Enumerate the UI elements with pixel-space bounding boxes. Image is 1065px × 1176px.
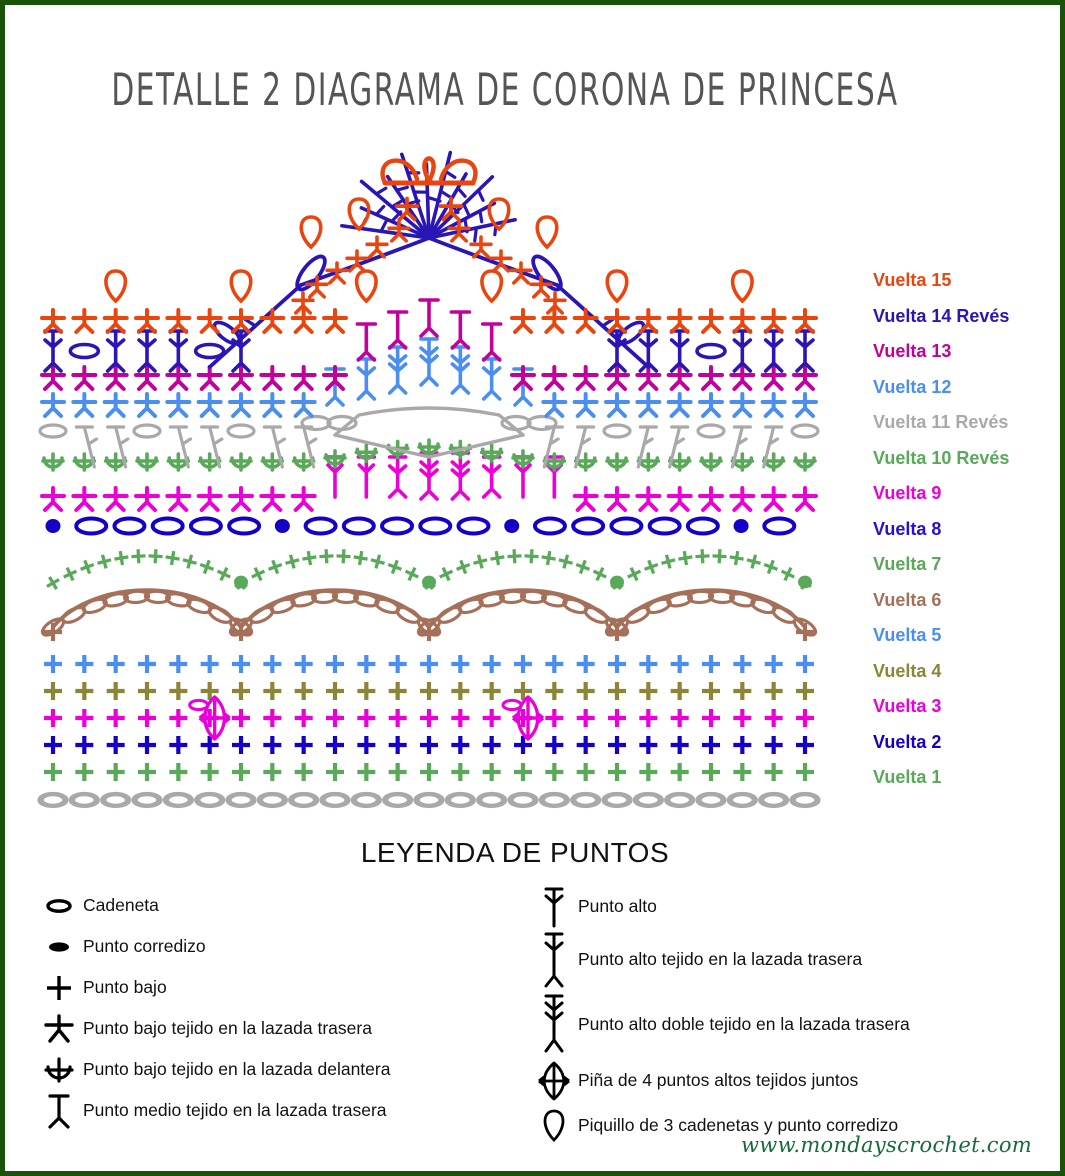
round-legend-label: Vuelta 9 bbox=[873, 483, 942, 503]
round-legend-item bbox=[873, 334, 1065, 370]
round-legend-item bbox=[873, 405, 1065, 441]
legend-label: Cadeneta bbox=[83, 895, 159, 915]
legend-row-single-crochet bbox=[35, 967, 535, 1008]
double-crochet-icon bbox=[530, 884, 578, 930]
round-legend-label: Vuelta 14 Revés bbox=[873, 305, 1010, 326]
round-legend-item bbox=[873, 441, 1065, 477]
stitch-legend-left-column bbox=[35, 885, 535, 1131]
legend-label: Punto alto bbox=[578, 896, 657, 916]
legend-label: Punto bajo tejido en la lazada trasera bbox=[83, 1018, 372, 1038]
legend-label: Punto bajo bbox=[83, 977, 167, 997]
round-legend-item bbox=[873, 618, 1065, 654]
round-legend-label: Vuelta 5 bbox=[873, 625, 942, 645]
sc-front-loop-icon bbox=[35, 1055, 83, 1085]
round-legend-label: Vuelta 13 bbox=[873, 341, 952, 361]
legend-label: Punto alto doble tejido en la lazada trasera bbox=[578, 1013, 910, 1034]
rounds-legend bbox=[873, 263, 1065, 796]
legend-row-chain bbox=[35, 885, 535, 926]
round-legend-item bbox=[873, 547, 1065, 583]
watermark: www.mondayscrochet.com bbox=[741, 1133, 1032, 1157]
round-legend-item bbox=[873, 760, 1065, 796]
picot-3ch-icon bbox=[530, 1106, 578, 1144]
sc-back-loop-icon bbox=[35, 1014, 83, 1044]
round-legend-item bbox=[873, 299, 1065, 335]
round-legend-item bbox=[873, 512, 1065, 548]
round-legend-label: Vuelta 8 bbox=[873, 518, 942, 539]
stitch-legend-right-column bbox=[530, 885, 1050, 1146]
legend-label: Punto alto tejido en la lazada trasera bbox=[578, 949, 863, 969]
round-legend-label: Vuelta 3 bbox=[873, 696, 942, 716]
round-legend-item bbox=[873, 263, 1065, 299]
dc-back-loop-icon bbox=[530, 930, 578, 990]
legend-row-sc-back-loop bbox=[35, 1008, 535, 1049]
single-crochet-icon bbox=[35, 974, 83, 1002]
round-legend-label: Vuelta 15 bbox=[873, 270, 952, 290]
round-legend-label: Vuelta 7 bbox=[873, 554, 942, 574]
legend-row-double-crochet bbox=[530, 885, 1050, 928]
treble-back-loop-icon bbox=[530, 992, 578, 1056]
legend-label: Punto bajo tejido en la lazada delantera bbox=[83, 1059, 391, 1079]
round-legend-label: Vuelta 10 Revés bbox=[873, 447, 1010, 468]
page-title: DETALLE 2 DIAGRAMA DE CORONA DE PRINCESA bbox=[111, 63, 899, 116]
legend-row-hdc-back-loop bbox=[35, 1090, 535, 1131]
slip-stitch-icon bbox=[35, 937, 83, 957]
hdc-back-loop-icon bbox=[35, 1092, 83, 1130]
round-legend-label: Vuelta 12 bbox=[873, 376, 952, 397]
legend-label: Punto medio tejido en la lazada trasera bbox=[83, 1100, 387, 1120]
legend-row-bobble bbox=[530, 1057, 1050, 1104]
legend-row-slip-stitch bbox=[35, 926, 535, 967]
round-legend-item bbox=[873, 370, 1065, 406]
round-legend-label: Vuelta 6 bbox=[873, 589, 942, 610]
round-legend-item bbox=[873, 654, 1065, 690]
legend-label: Punto corredizo bbox=[83, 936, 206, 956]
stitch-legend-title: LEYENDA DE PUNTOS bbox=[360, 837, 670, 868]
legend-row-sc-front-loop bbox=[35, 1049, 535, 1090]
legend-row-dc-back-loop bbox=[530, 928, 1050, 991]
bobble-4dc-icon bbox=[530, 1059, 578, 1103]
legend-label: Piquillo de 3 cadenetas y punto corredizo bbox=[578, 1114, 899, 1135]
round-legend-label: Vuelta 11 Revés bbox=[873, 412, 1009, 432]
round-legend-item bbox=[873, 476, 1065, 512]
round-legend-label: Vuelta 4 bbox=[873, 660, 942, 681]
crochet-crown-diagram bbox=[15, 135, 855, 825]
round-legend-item bbox=[873, 689, 1065, 725]
round-legend-item bbox=[873, 725, 1065, 761]
round-legend-label: Vuelta 1 bbox=[873, 767, 942, 787]
legend-label: Piña de 4 puntos altos tejidos juntos bbox=[578, 1070, 859, 1090]
round-legend-label: Vuelta 2 bbox=[873, 731, 942, 752]
legend-row-treble-back-loop bbox=[530, 991, 1050, 1057]
round-legend-item bbox=[873, 583, 1065, 619]
chain-icon bbox=[35, 896, 83, 916]
